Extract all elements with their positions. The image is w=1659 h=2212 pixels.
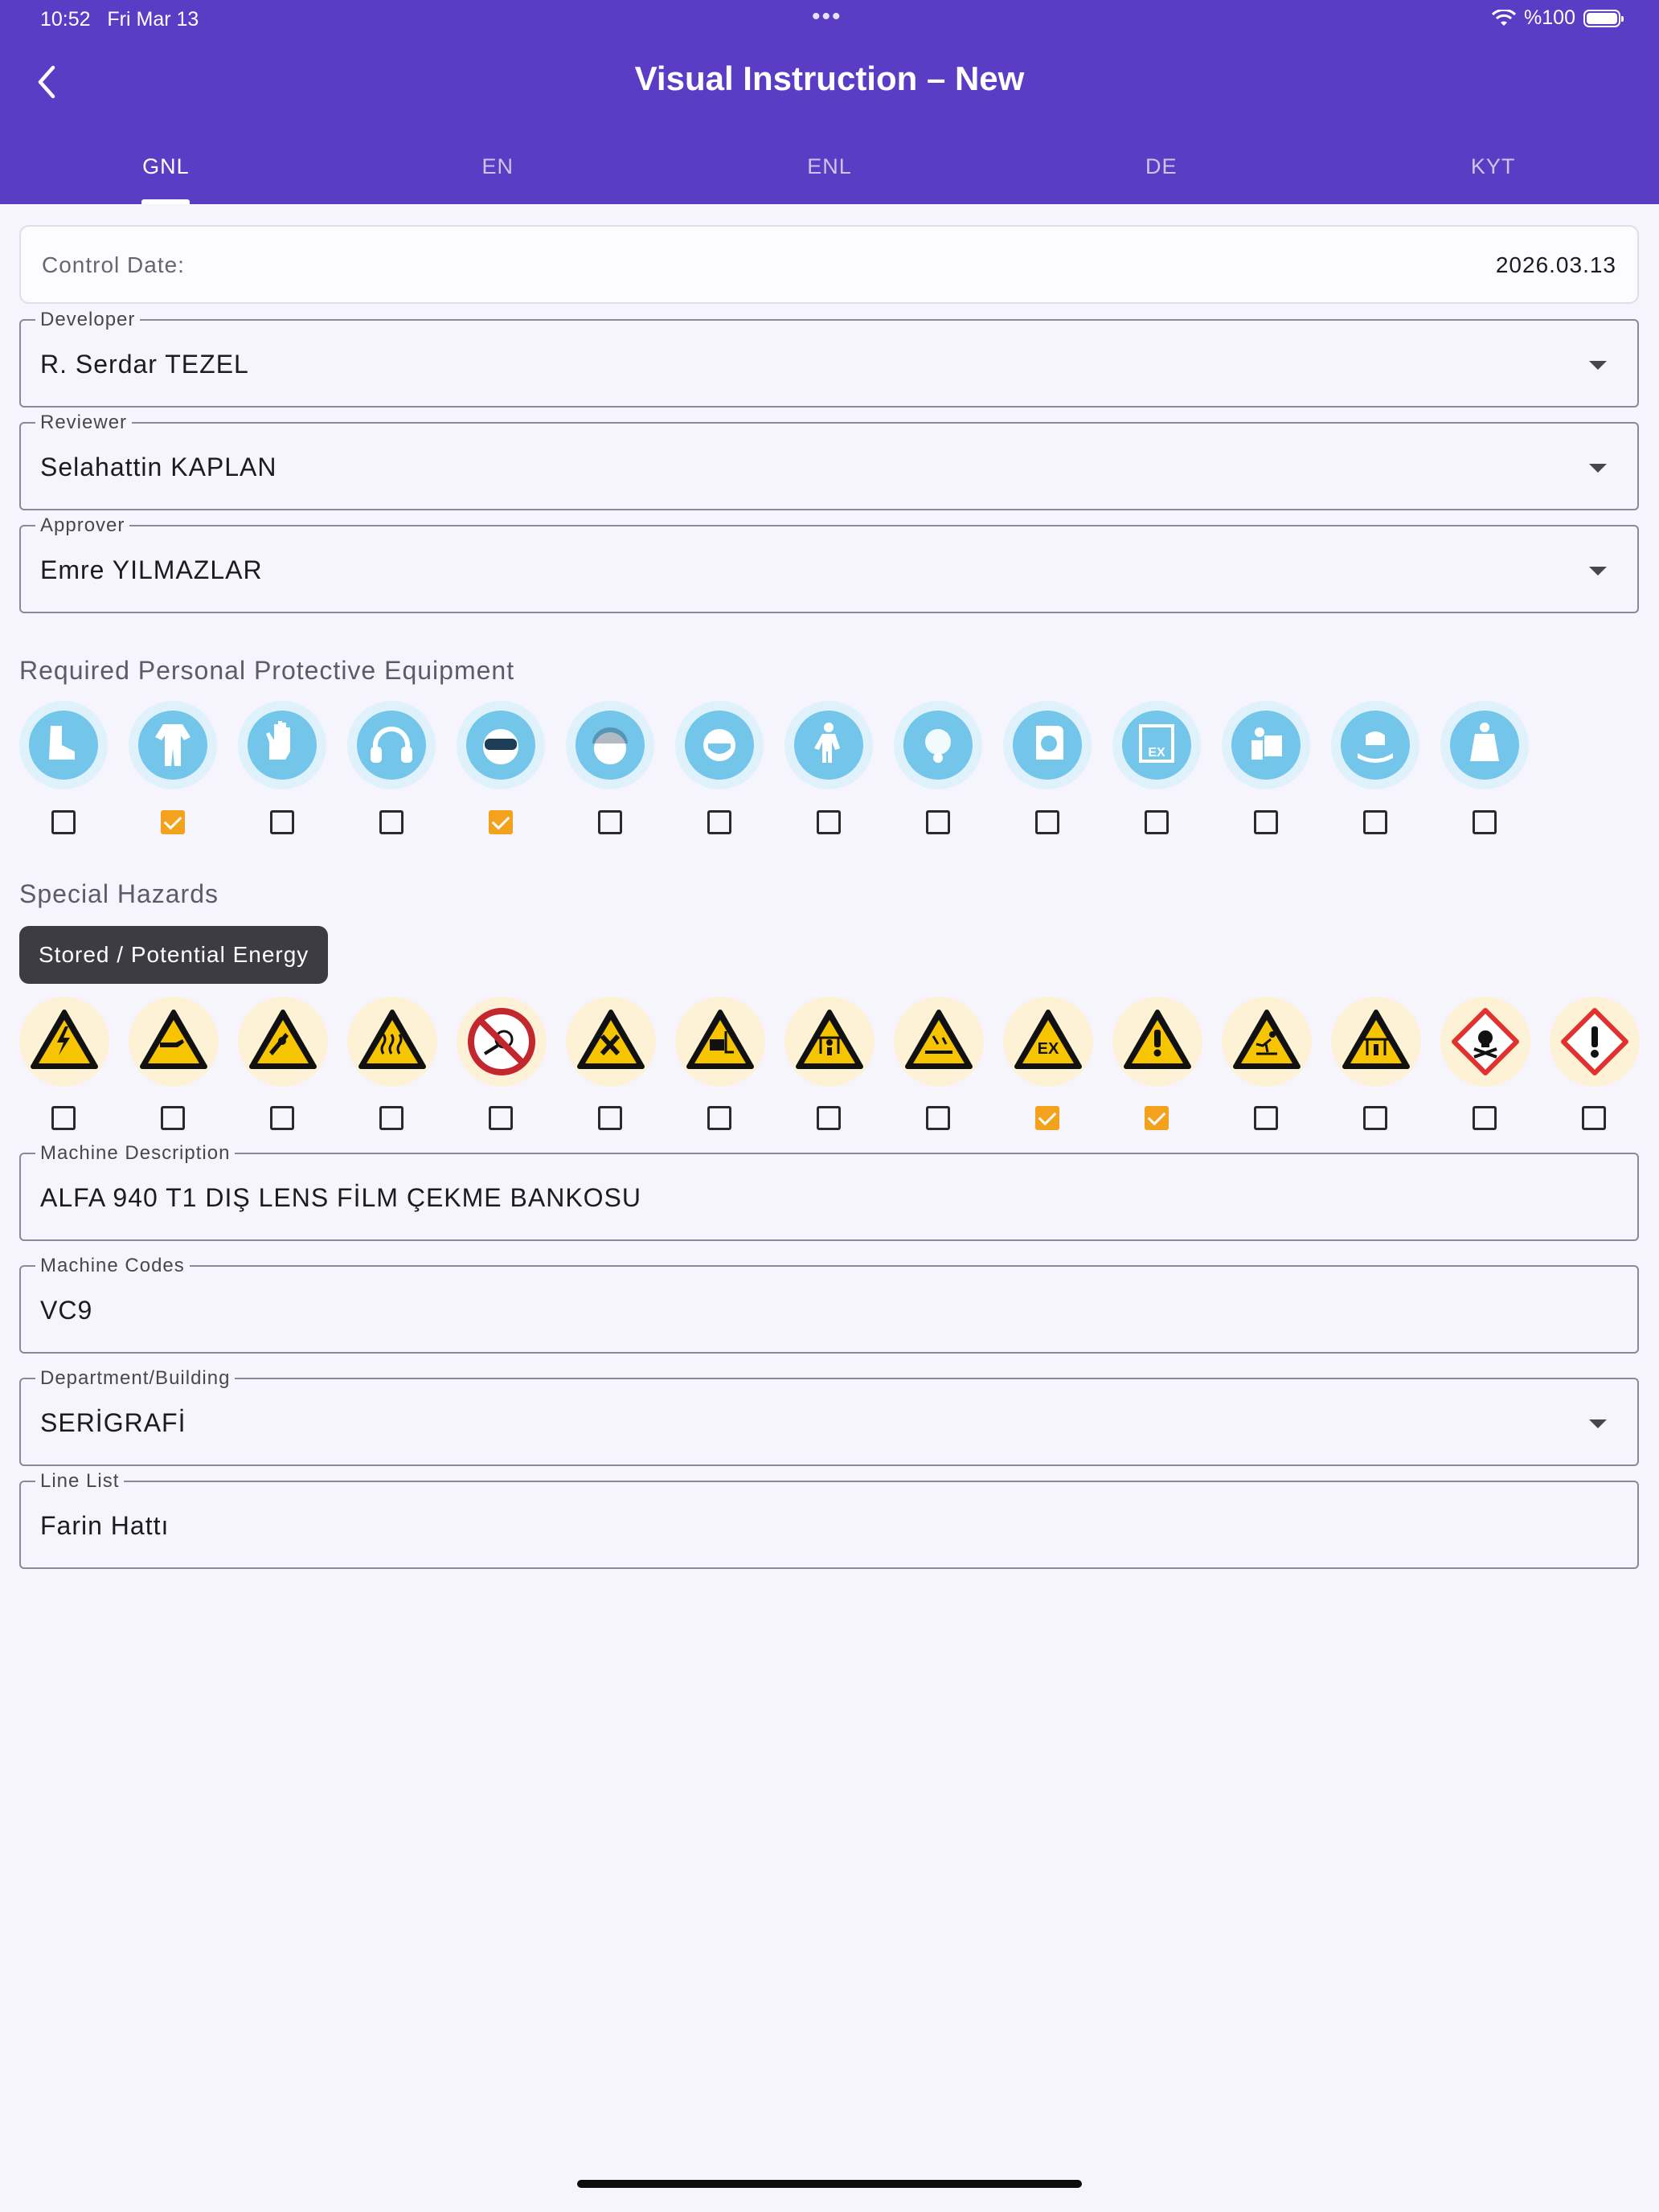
hazard-item — [1440, 997, 1550, 1130]
ppe-checkbox[interactable] — [270, 810, 294, 834]
department-label: Department/Building — [35, 1367, 235, 1390]
developer-label: Developer — [35, 309, 140, 331]
ppe-checkbox[interactable] — [1473, 810, 1497, 834]
toxic-skull-icon[interactable] — [1440, 997, 1530, 1087]
electric-hazard-icon[interactable] — [19, 997, 109, 1087]
entanglement-hazard-icon[interactable] — [238, 997, 328, 1087]
ppe-item — [1003, 701, 1112, 834]
helmet-icon[interactable] — [566, 701, 654, 789]
hazard-checkbox[interactable] — [1363, 1106, 1387, 1130]
multitask-dots[interactable]: ••• — [812, 3, 842, 30]
corrosive-hazard-icon[interactable] — [894, 997, 984, 1087]
ppe-checkbox[interactable] — [1363, 810, 1387, 834]
status-bar — [0, 0, 1659, 39]
safety-harness-icon[interactable] — [784, 701, 873, 789]
no-pacemaker-icon[interactable] — [457, 997, 547, 1087]
ppe-item — [784, 701, 894, 834]
line-list-field[interactable] — [19, 1470, 1639, 1569]
machine-codes-label: Machine Codes — [35, 1255, 190, 1277]
machine-description-label: Machine Description — [35, 1142, 235, 1165]
approver-label: Approver — [35, 514, 129, 537]
status-date: Fri Mar 13 — [107, 8, 199, 31]
ppe-item — [238, 701, 347, 834]
status-time: 10:52 — [40, 8, 91, 31]
squeeze-hazard-icon[interactable] — [1331, 997, 1421, 1087]
ppe-item — [1112, 701, 1222, 834]
hazards-section-title: Special Hazards — [19, 879, 219, 908]
safety-boots-icon[interactable] — [19, 701, 108, 789]
hazard-checkbox[interactable] — [1254, 1106, 1278, 1130]
slip-hazard-icon[interactable] — [1222, 997, 1312, 1087]
developer-value: R. Serdar TEZEL — [40, 350, 249, 379]
ppe-item — [894, 701, 1003, 834]
ppe-checkbox[interactable] — [926, 810, 950, 834]
respirator-icon[interactable] — [894, 701, 982, 789]
ppe-checkbox[interactable] — [707, 810, 731, 834]
hazard-item — [129, 997, 238, 1130]
developer-dropdown[interactable] — [19, 309, 1639, 408]
hazard-checkbox[interactable] — [161, 1106, 185, 1130]
ppe-checkbox[interactable] — [598, 810, 622, 834]
hazard-checkbox[interactable] — [1035, 1106, 1059, 1130]
dropdown-arrow-icon — [1589, 1419, 1607, 1428]
dropdown-arrow-icon — [1589, 464, 1607, 473]
line-list-label: Line List — [35, 1470, 124, 1493]
hazard-item — [566, 997, 675, 1130]
hazard-checkbox[interactable] — [707, 1106, 731, 1130]
ppe-item — [129, 701, 238, 834]
hazard-checkbox[interactable] — [489, 1106, 513, 1130]
hazard-checkbox[interactable] — [270, 1106, 294, 1130]
crushing-hazard-icon[interactable] — [784, 997, 875, 1087]
tab-de[interactable]: DE — [1145, 154, 1178, 178]
hazard-item — [1550, 997, 1659, 1130]
ppe-item — [347, 701, 457, 834]
ear-protection-icon[interactable] — [347, 701, 436, 789]
ppe-item — [675, 701, 784, 834]
ppe-item — [19, 701, 129, 834]
ppe-icon-row — [19, 701, 1550, 834]
ppe-item — [457, 701, 566, 834]
hazard-checkbox[interactable] — [926, 1106, 950, 1130]
tab-kyt[interactable]: KYT — [1470, 154, 1516, 178]
hazard-item — [1003, 997, 1112, 1130]
read-manual-icon[interactable] — [1222, 701, 1310, 789]
department-value: SERİGRAFİ — [40, 1408, 186, 1437]
hazard-tooltip: Stored / Potential Energy — [19, 926, 328, 984]
svg-text:EX: EX — [1037, 1040, 1059, 1058]
ppe-checkbox[interactable] — [161, 810, 185, 834]
ppe-section-title: Required Personal Protective Equipment — [19, 656, 515, 685]
hazard-checkbox[interactable] — [1145, 1106, 1169, 1130]
page-title: Visual Instruction – New — [634, 59, 1025, 97]
hazard-checkbox[interactable] — [598, 1106, 622, 1130]
battery-icon — [1583, 10, 1620, 27]
ppe-item — [1331, 701, 1440, 834]
ppe-checkbox[interactable] — [1254, 810, 1278, 834]
dropdown-arrow-icon — [1589, 361, 1607, 370]
forklift-hazard-icon[interactable] — [675, 997, 765, 1087]
face-shield-icon[interactable] — [1003, 701, 1092, 789]
hazard-checkbox[interactable] — [1582, 1106, 1606, 1130]
ppe-checkbox[interactable] — [1035, 810, 1059, 834]
reviewer-label: Reviewer — [35, 412, 132, 434]
home-indicator[interactable] — [577, 2180, 1082, 2188]
face-mask-icon[interactable] — [675, 701, 764, 789]
hand-crush-hazard-icon[interactable] — [129, 997, 219, 1087]
svg-text:EX: EX — [1148, 746, 1165, 760]
apron-icon[interactable] — [1440, 701, 1529, 789]
hazard-icon-row — [19, 997, 1659, 1130]
hazard-item — [1222, 997, 1331, 1130]
ppe-checkbox[interactable] — [489, 810, 513, 834]
ppe-checkbox[interactable] — [51, 810, 76, 834]
control-date-card[interactable] — [19, 225, 1639, 304]
approver-dropdown[interactable] — [19, 514, 1639, 613]
machine-codes-field[interactable] — [19, 1255, 1639, 1354]
reviewer-value: Selahattin KAPLAN — [40, 453, 277, 481]
department-dropdown[interactable] — [19, 1367, 1639, 1466]
ppe-item — [1222, 701, 1331, 834]
machine-description-field[interactable] — [19, 1142, 1639, 1241]
harmful-irritant-icon[interactable] — [566, 997, 656, 1087]
hazard-item — [675, 997, 784, 1130]
battery-percent: %100 — [1524, 6, 1575, 29]
reviewer-dropdown[interactable] — [19, 412, 1639, 510]
hand-wash-icon[interactable] — [1331, 701, 1419, 789]
hazard-item — [894, 997, 1003, 1130]
coverall-icon[interactable] — [129, 701, 217, 789]
app-bar — [0, 0, 1659, 204]
ghs-exclamation-icon[interactable] — [1550, 997, 1640, 1087]
hazard-item — [347, 997, 457, 1130]
machine-codes-value: VC9 — [40, 1296, 93, 1325]
general-warning-icon[interactable] — [1112, 997, 1202, 1087]
hazard-item — [1112, 997, 1222, 1130]
hazard-item — [1331, 997, 1440, 1130]
hazard-checkbox[interactable] — [379, 1106, 403, 1130]
control-date-label: Control Date: — [42, 252, 185, 277]
ppe-item — [1440, 701, 1550, 834]
hazard-item — [457, 997, 566, 1130]
ppe-checkbox[interactable] — [379, 810, 403, 834]
hazard-checkbox[interactable] — [51, 1106, 76, 1130]
safety-goggles-icon[interactable] — [457, 701, 545, 789]
wifi-icon — [1492, 10, 1516, 27]
hazard-item — [19, 997, 129, 1130]
approver-value: Emre YILMAZLAR — [40, 555, 263, 584]
hazard-checkbox[interactable] — [1473, 1106, 1497, 1130]
tab-gnl[interactable]: GNL — [0, 145, 332, 204]
ppe-checkbox[interactable] — [817, 810, 841, 834]
language-tabs — [0, 145, 1659, 204]
hazard-item — [784, 997, 894, 1130]
hazard-item — [238, 997, 347, 1130]
machine-description-value: ALFA 940 T1 DIŞ LENS FİLM ÇEKME BANKOSU — [40, 1183, 641, 1212]
explosive-atmosphere-icon[interactable] — [1003, 997, 1093, 1087]
tab-en[interactable]: EN — [481, 154, 514, 178]
line-list-value: Farin Hattı — [40, 1511, 170, 1540]
tab-enl[interactable]: ENL — [807, 154, 852, 178]
ex-equipment-icon[interactable] — [1112, 701, 1201, 789]
ppe-checkbox[interactable] — [1145, 810, 1169, 834]
control-date-value: 2026.03.13 — [1495, 252, 1616, 277]
dropdown-arrow-icon — [1589, 567, 1607, 576]
hazard-checkbox[interactable] — [817, 1106, 841, 1130]
ppe-item — [566, 701, 675, 834]
gloves-icon[interactable] — [238, 701, 326, 789]
hot-surface-hazard-icon[interactable] — [347, 997, 437, 1087]
